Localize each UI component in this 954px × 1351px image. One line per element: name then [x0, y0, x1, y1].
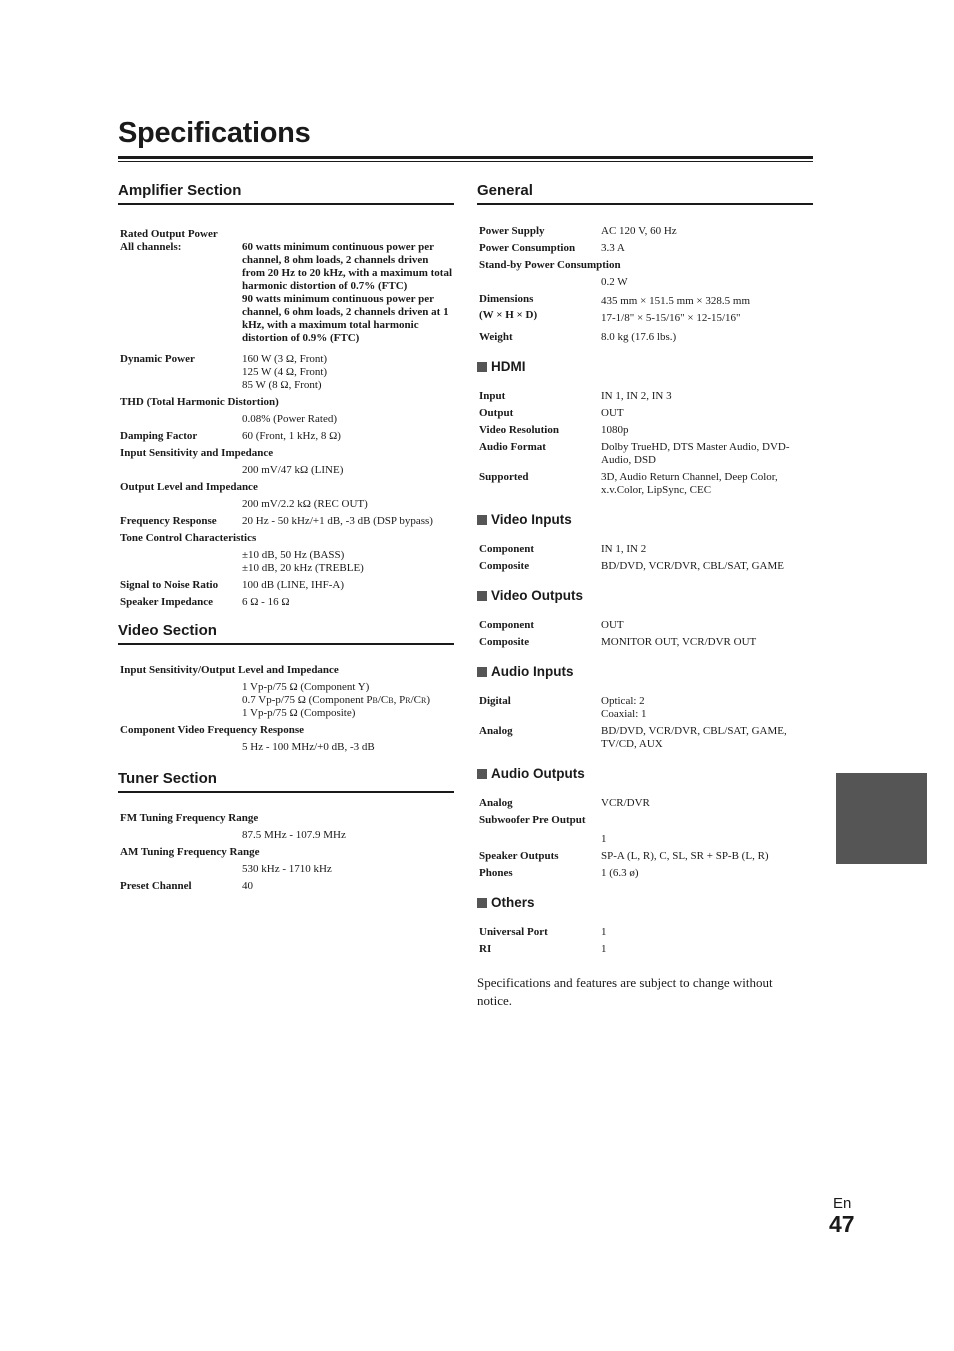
dynamic-power-value-2: 125 W (4 Ω, Front) — [242, 366, 328, 378]
video-input-sensitivity-value — [242, 677, 430, 720]
hdmi-spec-table — [477, 390, 813, 497]
audio-out-analog-value: VCR/DVR — [601, 797, 650, 809]
speaker-impedance-value: 6 Ω - 16 Ω — [242, 596, 290, 608]
square-bullet-icon — [477, 591, 487, 601]
dimensions-label: Dimensions (W × H × D) — [479, 293, 538, 321]
right-column — [477, 181, 813, 1010]
audio-in-coaxial: Coaxial: 1 — [601, 708, 647, 720]
square-bullet-icon — [477, 667, 487, 677]
component-video-freq-value: 5 Hz - 100 MHz/+0 dB, -3 dB — [242, 741, 375, 753]
universal-port-value: 1 — [601, 926, 607, 938]
universal-port-label: Universal Port — [479, 926, 548, 938]
frequency-response-label: Frequency Response — [120, 515, 217, 527]
snr-label: Signal to Noise Ratio — [120, 579, 219, 591]
rated-output-value — [242, 241, 454, 345]
output-level-label: Output Level and Impedance — [120, 481, 258, 493]
audio-outputs-table — [477, 797, 769, 880]
subwoofer-pre-out-value: 1 — [601, 833, 607, 845]
dynamic-power-label: Dynamic Power — [120, 353, 195, 365]
video-inputs-heading: Video Inputs — [477, 511, 813, 529]
audio-inputs-heading: Audio Inputs — [477, 663, 813, 681]
hdmi-input-label: Input — [479, 390, 506, 402]
video-section-heading: Video Section — [118, 621, 454, 645]
fm-range-value: 87.5 MHz - 107.9 MHz — [242, 829, 346, 841]
standby-power-value: 0.2 W — [601, 276, 628, 288]
rated-output-value-2: 90 watts minimum continuous power per channel, 6 ohm loads, 2 channels driven at 1 kHz, with a maximum total harmonic distortion of 0.9% (FTC) — [242, 293, 449, 344]
rated-output-sublabel: All channels: — [120, 241, 182, 253]
square-bullet-icon — [477, 898, 487, 908]
video-outputs-heading: Video Outputs — [477, 587, 813, 605]
phones-value: 1 (6.3 ø) — [601, 867, 639, 879]
hdmi-output-label: Output — [479, 407, 514, 419]
am-range-value: 530 kHz - 1710 kHz — [242, 863, 332, 875]
audio-inputs-table — [477, 695, 813, 751]
page-title: Specifications — [118, 117, 311, 149]
hdmi-heading: HDMI — [477, 358, 813, 376]
video-spec-table — [118, 664, 430, 754]
general-section-heading: General — [477, 181, 813, 205]
tone-control-label: Tone Control Characteristics — [120, 532, 257, 544]
dimensions-imperial: 17-1/8" × 5-15/16" × 12-15/16" — [601, 312, 741, 324]
hdmi-audio-format-value: Dolby TrueHD, DTS Master Audio, DVD-Audio, DSD — [601, 441, 790, 466]
audio-in-optical: Optical: 2 — [601, 695, 645, 707]
hdmi-output-value: OUT — [601, 407, 624, 419]
video-inputs-table — [477, 543, 784, 573]
speaker-outputs-label: Speaker Outputs — [479, 850, 559, 862]
amplifier-section-heading: Amplifier Section — [118, 181, 454, 205]
weight-value: 8.0 kg (17.6 lbs.) — [601, 331, 677, 343]
fm-range-label: FM Tuning Frequency Range — [120, 812, 259, 824]
power-supply-label: Power Supply — [479, 225, 545, 237]
damping-factor-value: 60 (Front, 1 kHz, 8 Ω) — [242, 430, 341, 442]
hdmi-resolution-label: Video Resolution — [479, 424, 559, 436]
video-value-component-y: 1 Vp-p/75 Ω (Component Y) — [242, 681, 370, 693]
hdmi-supported-value: 3D, Audio Return Channel, Deep Color, x.v.Color, LipSync, CEC — [601, 471, 778, 496]
input-sensitivity-label: Input Sensitivity and Impedance — [120, 447, 274, 459]
tone-control-treble: ±10 dB, 20 kHz (TREBLE) — [242, 562, 364, 574]
audio-in-digital-value — [601, 695, 813, 721]
audio-out-analog-label: Analog — [479, 797, 513, 809]
hdmi-supported-label: Supported — [479, 471, 529, 483]
video-in-composite-label: Composite — [479, 560, 530, 572]
video-out-component-label: Component — [479, 619, 535, 631]
power-consumption-value: 3.3 A — [601, 242, 625, 254]
preset-channel-label: Preset Channel — [120, 880, 192, 892]
snr-value: 100 dB (LINE, IHF-A) — [242, 579, 345, 591]
am-range-label: AM Tuning Frequency Range — [120, 846, 260, 858]
preset-channel-value: 40 — [242, 880, 253, 892]
video-input-sensitivity-label: Input Sensitivity/Output Level and Impedance — [120, 664, 339, 676]
audio-in-analog-value: BD/DVD, VCR/DVR, CBL/SAT, GAME, TV/CD, AUX — [601, 725, 787, 750]
square-bullet-icon — [477, 769, 487, 779]
dimensions-metric: 435 mm × 151.5 mm × 328.5 mm — [601, 295, 750, 307]
video-out-composite-label: Composite — [479, 636, 530, 648]
square-bullet-icon — [477, 362, 487, 372]
page-number: 47 — [829, 1211, 855, 1237]
title-rule-thick — [118, 156, 813, 159]
output-level-value: 200 mV/2.2 kΩ (REC OUT) — [242, 498, 368, 510]
language-label: En — [833, 1195, 852, 1212]
speaker-impedance-label: Speaker Impedance — [120, 596, 213, 608]
amplifier-spec-table — [118, 228, 454, 609]
damping-factor-label: Damping Factor — [120, 430, 198, 442]
frequency-response-value: 20 Hz - 50 kHz/+1 dB, -3 dB (DSP bypass) — [242, 515, 433, 527]
dimensions-value — [601, 289, 750, 325]
square-bullet-icon — [477, 515, 487, 525]
chapter-tab — [836, 773, 927, 864]
weight-label: Weight — [479, 331, 513, 343]
phones-label: Phones — [479, 867, 513, 879]
title-rule-thin — [118, 161, 813, 162]
hdmi-input-value: IN 1, IN 2, IN 3 — [601, 390, 672, 402]
audio-outputs-heading: Audio Outputs — [477, 765, 813, 783]
spec-change-notice: Specifications and features are subject to change without notice. — [477, 975, 773, 1008]
power-consumption-label: Power Consumption — [479, 242, 576, 254]
rated-output-label: Rated Output Power — [120, 228, 218, 240]
video-in-component-value: IN 1, IN 2 — [601, 543, 647, 555]
others-heading: Others — [477, 894, 813, 912]
video-value-component-pbpr: 0.7 Vp-p/75 Ω (Component PB/CB, PR/CR) — [242, 694, 430, 706]
input-sensitivity-value: 200 mV/47 kΩ (LINE) — [242, 464, 344, 476]
thd-label: THD (Total Harmonic Distortion) — [120, 396, 279, 408]
video-out-composite-value: MONITOR OUT, VCR/DVR OUT — [601, 636, 757, 648]
rated-output-value-1: 60 watts minimum continuous power per channel, 8 ohm loads, 2 channels driven from 20 Hz to 20 kHz, with a maximum total harmonic distortion of 0.7% (FTC) — [242, 241, 452, 292]
video-value-composite: 1 Vp-p/75 Ω (Composite) — [242, 707, 356, 719]
hdmi-resolution-value: 1080p — [601, 424, 629, 436]
ri-value: 1 — [601, 943, 607, 955]
hdmi-audio-format-label: Audio Format — [479, 441, 546, 453]
audio-in-digital-label: Digital — [479, 695, 511, 707]
subwoofer-pre-out-label: Subwoofer Pre Output — [479, 814, 586, 826]
tuner-section-heading: Tuner Section — [118, 769, 454, 793]
standby-power-label: Stand-by Power Consumption — [479, 259, 621, 271]
video-in-composite-value: BD/DVD, VCR/DVR, CBL/SAT, GAME — [601, 560, 784, 572]
tuner-spec-table — [118, 812, 346, 893]
video-in-component-label: Component — [479, 543, 535, 555]
video-outputs-table — [477, 619, 756, 649]
dynamic-power-value — [242, 349, 454, 392]
thd-value: 0.08% (Power Rated) — [242, 413, 338, 425]
tone-control-bass: ±10 dB, 50 Hz (BASS) — [242, 549, 345, 561]
tone-control-value — [242, 545, 454, 575]
video-out-component-value: OUT — [601, 619, 624, 631]
dynamic-power-value-3: 85 W (8 Ω, Front) — [242, 379, 322, 391]
power-supply-value: AC 120 V, 60 Hz — [601, 225, 677, 237]
general-spec-table — [477, 225, 750, 344]
dynamic-power-value-1: 160 W (3 Ω, Front) — [242, 353, 328, 365]
speaker-outputs-value: SP-A (L, R), C, SL, SR + SP-B (L, R) — [601, 850, 769, 862]
ri-label: RI — [479, 943, 492, 955]
audio-in-analog-label: Analog — [479, 725, 513, 737]
component-video-freq-label: Component Video Frequency Response — [120, 724, 305, 736]
others-table — [477, 926, 607, 956]
left-column — [118, 181, 454, 893]
